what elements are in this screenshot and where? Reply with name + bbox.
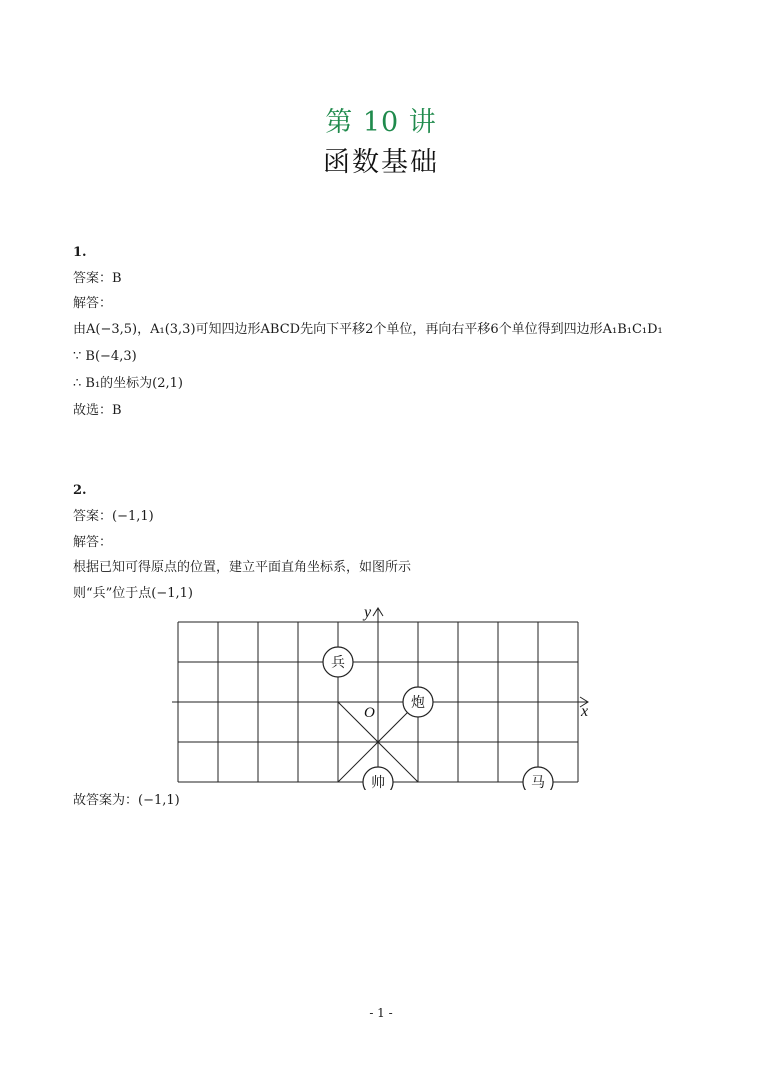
chess-piece (523, 767, 553, 790)
y-axis-label: y (364, 604, 372, 621)
page-number: - 1 - (369, 1006, 393, 1020)
chess-piece (323, 647, 353, 677)
piece-label: 帅 (371, 775, 385, 790)
piece-label: 炮 (411, 695, 425, 711)
question-1-line-3: ∴ B₁的坐标为(2,1) (73, 376, 183, 391)
question-2-answer: 答案：(−1,1) (73, 509, 154, 524)
origin-label: O (364, 705, 375, 721)
piece-label: 马 (531, 775, 545, 790)
question-1-line-1: 由A(−3,5)，A₁(3,3)可知四边形ABCD先向下平移2个单位，再向右平移6个单位得到四边形A₁B₁C₁D₁ (73, 322, 663, 337)
question-2-line-1: 根据已知可得原点的位置，建立平面直角坐标系，如图所示 (73, 560, 412, 575)
lecture-title: 第 10 讲 (325, 107, 437, 138)
question-1-number: 1. (73, 245, 87, 260)
question-1-line-4: 故选：B (73, 403, 122, 418)
piece-label: 兵 (331, 655, 345, 671)
question-2-number: 2. (73, 483, 87, 498)
x-axis-label: x (581, 703, 589, 720)
coordinate-axes (172, 608, 588, 790)
question-1-solution-label: 解答： (73, 296, 113, 311)
question-2-final-answer: 故答案为：(−1,1) (73, 793, 180, 808)
chess-piece (403, 687, 433, 717)
question-2-line-2: 则“兵”位于点(−1,1) (73, 586, 194, 601)
topic-title: 函数基础 (323, 147, 439, 178)
chess-piece (363, 767, 393, 790)
question-1-answer: 答案：B (73, 271, 122, 286)
chess-board-diagram (165, 600, 595, 790)
question-2-solution-label: 解答： (73, 535, 113, 550)
question-1-line-2: ∵ B(−4,3) (73, 349, 137, 364)
chess-pieces (323, 647, 553, 790)
